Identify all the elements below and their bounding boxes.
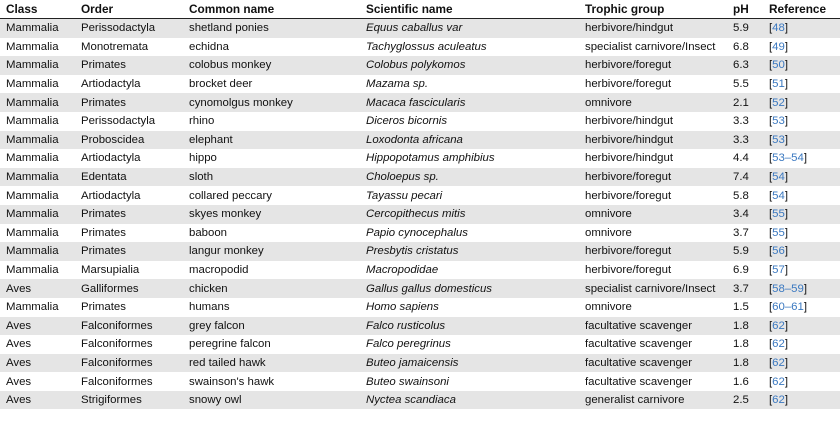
cell-trophic-group: facultative scavenger <box>585 319 693 332</box>
cell-ph: 3.3 <box>733 115 749 128</box>
cell-scientific-name: Gallus gallus domesticus <box>366 282 492 295</box>
table-header-row <box>0 0 840 19</box>
table-row <box>0 38 840 57</box>
cell-reference: [51] <box>769 78 789 91</box>
cell-order: Proboscidea <box>81 133 145 146</box>
cell-order: Primates <box>81 96 126 109</box>
cell-ph: 7.4 <box>733 171 749 184</box>
cell-trophic-group: omnivore <box>585 96 632 109</box>
cell-trophic-group: herbivore/foregut <box>585 59 672 72</box>
cell-common-name: sloth <box>189 171 214 184</box>
cell-class: Mammalia <box>6 96 59 109</box>
cell-scientific-name: Homo sapiens <box>366 301 439 314</box>
cell-trophic-group: omnivore <box>585 301 632 314</box>
table-row <box>0 168 840 187</box>
cell-class: Mammalia <box>6 245 59 258</box>
cell-empty <box>727 409 763 428</box>
cell-common-name: rhino <box>189 115 215 128</box>
cell-trophic-group: specialist carnivore/Insect <box>585 40 716 53</box>
cell-class: Mammalia <box>6 208 59 221</box>
cell-order: Galliformes <box>81 282 139 295</box>
cell-order: Marsupialia <box>81 264 140 277</box>
cell-reference: [62] <box>769 319 789 332</box>
cell-reference: [53–54] <box>769 152 808 165</box>
cell-common-name: snowy owl <box>189 394 242 407</box>
reference-link[interactable]: 60–61 <box>772 301 804 314</box>
reference-link[interactable]: 55 <box>772 226 785 239</box>
cell-empty <box>75 409 183 428</box>
cell-reference: [62] <box>769 338 789 351</box>
header-common-name: Common name <box>189 2 275 16</box>
cell-scientific-name: Choloepus sp. <box>366 171 439 184</box>
cell-order: Falconiformes <box>81 356 153 369</box>
table-row <box>0 149 840 168</box>
cell-order: Falconiformes <box>81 375 153 388</box>
cell-trophic-group: omnivore <box>585 208 632 221</box>
cell-class: Aves <box>6 356 32 369</box>
reference-link[interactable]: 53 <box>772 133 785 146</box>
cell-common-name: elephant <box>189 133 233 146</box>
cell-class: Aves <box>6 394 32 407</box>
cell-scientific-name: Cercopithecus mitis <box>366 208 466 221</box>
cell-class: Mammalia <box>6 133 59 146</box>
cell-common-name: peregrine falcon <box>189 338 271 351</box>
cell-scientific-name: Falco rusticolus <box>366 319 446 332</box>
cell-trophic-group: herbivore/foregut <box>585 171 672 184</box>
cell-scientific-name: Buteo swainsoni <box>366 375 449 388</box>
cell-ph: 6.9 <box>733 264 749 277</box>
table-body <box>0 19 840 429</box>
cell-empty <box>360 409 579 428</box>
cell-common-name: hippo <box>189 152 217 165</box>
cell-trophic-group: herbivore/hindgut <box>585 152 674 165</box>
cell-reference: [57] <box>769 264 789 277</box>
cell-common-name: skyes monkey <box>189 208 262 221</box>
cell-class: Mammalia <box>6 59 59 72</box>
cell-order: Artiodactyla <box>81 189 141 202</box>
table-row <box>0 131 840 150</box>
cell-ph: 3.7 <box>733 226 749 239</box>
cell-class: Aves <box>6 319 32 332</box>
cell-reference: [62] <box>769 375 789 388</box>
cell-trophic-group: herbivore/foregut <box>585 78 672 91</box>
cell-scientific-name: Hippopotamus amphibius <box>366 152 495 165</box>
cell-reference: [53] <box>769 115 789 128</box>
cell-ph: 5.5 <box>733 78 749 91</box>
reference-link[interactable]: 54 <box>772 171 785 184</box>
cell-order: Primates <box>81 208 126 221</box>
table-row <box>0 261 840 280</box>
cell-common-name: swainson's hawk <box>189 375 275 388</box>
cell-class: Mammalia <box>6 115 59 128</box>
cell-order: Primates <box>81 59 126 72</box>
cell-trophic-group: herbivore/foregut <box>585 264 672 277</box>
cell-reference: [58–59] <box>769 282 808 295</box>
table-row <box>0 19 840 38</box>
cell-empty <box>0 409 75 428</box>
cell-common-name: red tailed hawk <box>189 356 266 369</box>
cell-ph: 1.8 <box>733 319 749 332</box>
reference-link[interactable]: 62 <box>772 356 785 369</box>
table-row <box>0 112 840 131</box>
reference-link[interactable]: 57 <box>772 264 785 277</box>
reference-link[interactable]: 48 <box>772 22 785 35</box>
cell-trophic-group: facultative scavenger <box>585 356 693 369</box>
cell-reference: [55] <box>769 208 789 221</box>
cell-common-name: baboon <box>189 226 228 239</box>
cell-order: Perissodactyla <box>81 115 156 128</box>
cell-class: Mammalia <box>6 78 59 91</box>
cell-reference: [55] <box>769 226 789 239</box>
cell-common-name: brocket deer <box>189 78 253 91</box>
header-class: Class <box>6 2 38 16</box>
reference-link[interactable]: 62 <box>772 375 785 388</box>
cell-trophic-group: generalist carnivore <box>585 394 685 407</box>
reference-link[interactable]: 52 <box>772 96 785 109</box>
cell-class: Aves <box>6 375 32 388</box>
table-row <box>0 354 840 373</box>
cell-class: Aves <box>6 282 32 295</box>
cell-ph: 5.8 <box>733 189 749 202</box>
cell-ph: 2.5 <box>733 394 749 407</box>
cell-reference: [52] <box>769 96 789 109</box>
table-row <box>0 279 840 298</box>
table-row <box>0 391 840 410</box>
header-scientific-name: Scientific name <box>366 2 453 16</box>
cell-class: Mammalia <box>6 264 59 277</box>
cell-scientific-name: Macropodidae <box>366 264 439 277</box>
header-trophic-group: Trophic group <box>585 2 665 16</box>
cell-scientific-name: Equus caballus var <box>366 22 463 35</box>
table-row <box>0 75 840 94</box>
cell-reference: [56] <box>769 245 789 258</box>
cell-class: Mammalia <box>6 189 59 202</box>
reference-link[interactable]: 55 <box>772 208 785 221</box>
cell-trophic-group: facultative scavenger <box>585 338 693 351</box>
cell-reference: [48] <box>769 22 789 35</box>
cell-trophic-group: herbivore/foregut <box>585 189 672 202</box>
cell-order: Strigiformes <box>81 394 142 407</box>
cell-class: Aves <box>6 338 32 351</box>
cell-scientific-name: Tachyglossus aculeatus <box>366 40 487 53</box>
reference-link[interactable]: 49 <box>772 40 785 53</box>
reference-link[interactable]: 54 <box>772 189 785 202</box>
cell-scientific-name: Nyctea scandiaca <box>366 394 456 407</box>
cell-scientific-name: Falco peregrinus <box>366 338 451 351</box>
cell-trophic-group: herbivore/hindgut <box>585 133 674 146</box>
cell-order: Perissodactyla <box>81 22 156 35</box>
cell-ph: 1.6 <box>733 375 749 388</box>
cell-common-name: cynomolgus monkey <box>189 96 293 109</box>
cell-trophic-group: herbivore/foregut <box>585 245 672 258</box>
cell-order: Falconiformes <box>81 319 153 332</box>
cell-class: Mammalia <box>6 301 59 314</box>
header-order: Order <box>81 2 114 16</box>
cell-ph: 5.9 <box>733 22 749 35</box>
table-row <box>0 372 840 391</box>
reference-link[interactable]: 53 <box>772 115 785 128</box>
cell-common-name: collared peccary <box>189 189 272 202</box>
cell-scientific-name: Presbytis cristatus <box>366 245 459 258</box>
table-row <box>0 242 840 261</box>
cell-common-name: grey falcon <box>189 319 245 332</box>
cell-ph: 4.4 <box>733 152 749 165</box>
cell-common-name: macropodid <box>189 264 249 277</box>
cell-common-name: shetland ponies <box>189 22 269 35</box>
table-row <box>0 335 840 354</box>
cell-ph: 1.5 <box>733 301 749 314</box>
cell-scientific-name: Diceros bicornis <box>366 115 448 128</box>
cell-reference: [53] <box>769 133 789 146</box>
cell-class: Mammalia <box>6 40 59 53</box>
cell-scientific-name: Colobus polykomos <box>366 59 466 72</box>
reference-link[interactable]: 58–59 <box>772 282 804 295</box>
cell-reference: [54] <box>769 189 789 202</box>
cell-scientific-name: Buteo jamaicensis <box>366 356 459 369</box>
cell-ph: 1.8 <box>733 338 749 351</box>
cell-ph: 1.8 <box>733 356 749 369</box>
cell-reference: [54] <box>769 171 789 184</box>
cell-trophic-group: herbivore/hindgut <box>585 115 674 128</box>
cell-class: Mammalia <box>6 171 59 184</box>
reference-link[interactable]: 56 <box>772 245 785 258</box>
table-row <box>0 205 840 224</box>
reference-link[interactable]: 50 <box>772 59 785 72</box>
cell-order: Artiodactyla <box>81 78 141 91</box>
cell-reference: [60–61] <box>769 301 808 314</box>
cell-common-name: langur monkey <box>189 245 264 258</box>
cell-trophic-group: specialist carnivore/Insect <box>585 282 716 295</box>
cell-ph: 6.8 <box>733 40 749 53</box>
cell-common-name: echidna <box>189 40 229 53</box>
reference-link[interactable]: 51 <box>772 78 785 91</box>
cell-scientific-name: Papio cynocephalus <box>366 226 468 239</box>
table-row <box>0 317 840 336</box>
cell-ph: 3.7 <box>733 282 749 295</box>
cell-ph: 6.3 <box>733 59 749 72</box>
cell-order: Monotremata <box>81 40 149 53</box>
cell-reference: [62] <box>769 394 789 407</box>
cell-class: Mammalia <box>6 152 59 165</box>
cell-reference: [62] <box>769 356 789 369</box>
cell-reference: [50] <box>769 59 789 72</box>
cell-empty <box>183 409 360 428</box>
cell-empty <box>579 409 727 428</box>
cell-scientific-name: Loxodonta africana <box>366 133 463 146</box>
cell-empty <box>763 409 840 428</box>
cell-class: Mammalia <box>6 226 59 239</box>
cell-order: Artiodactyla <box>81 152 141 165</box>
table-row <box>0 56 840 75</box>
header-reference: Reference <box>769 2 827 16</box>
cell-common-name: chicken <box>189 282 228 295</box>
cell-order: Primates <box>81 245 126 258</box>
table-row-partial <box>0 409 840 428</box>
cell-scientific-name: Macaca fascicularis <box>366 96 466 109</box>
cell-order: Falconiformes <box>81 338 153 351</box>
table-row <box>0 298 840 317</box>
cell-trophic-group: herbivore/hindgut <box>585 22 674 35</box>
cell-scientific-name: Tayassu pecari <box>366 189 443 202</box>
header-ph: pH <box>733 2 749 16</box>
cell-order: Primates <box>81 301 126 314</box>
cell-order: Primates <box>81 226 126 239</box>
cell-ph: 3.4 <box>733 208 749 221</box>
cell-order: Edentata <box>81 171 127 184</box>
table-row <box>0 186 840 205</box>
cell-ph: 5.9 <box>733 245 749 258</box>
reference-link[interactable]: 53–54 <box>772 152 804 165</box>
cell-scientific-name: Mazama sp. <box>366 78 429 91</box>
reference-link[interactable]: 62 <box>772 338 785 351</box>
cell-common-name: colobus monkey <box>189 59 272 72</box>
cell-common-name: humans <box>189 301 230 314</box>
cell-trophic-group: facultative scavenger <box>585 375 693 388</box>
cell-trophic-group: omnivore <box>585 226 632 239</box>
table-row <box>0 224 840 243</box>
cell-ph: 2.1 <box>733 96 749 109</box>
reference-link[interactable]: 62 <box>772 319 785 332</box>
cell-class: Mammalia <box>6 22 59 35</box>
cell-ph: 3.3 <box>733 133 749 146</box>
table-row <box>0 93 840 112</box>
reference-link[interactable]: 62 <box>772 394 785 407</box>
cell-reference: [49] <box>769 40 789 53</box>
